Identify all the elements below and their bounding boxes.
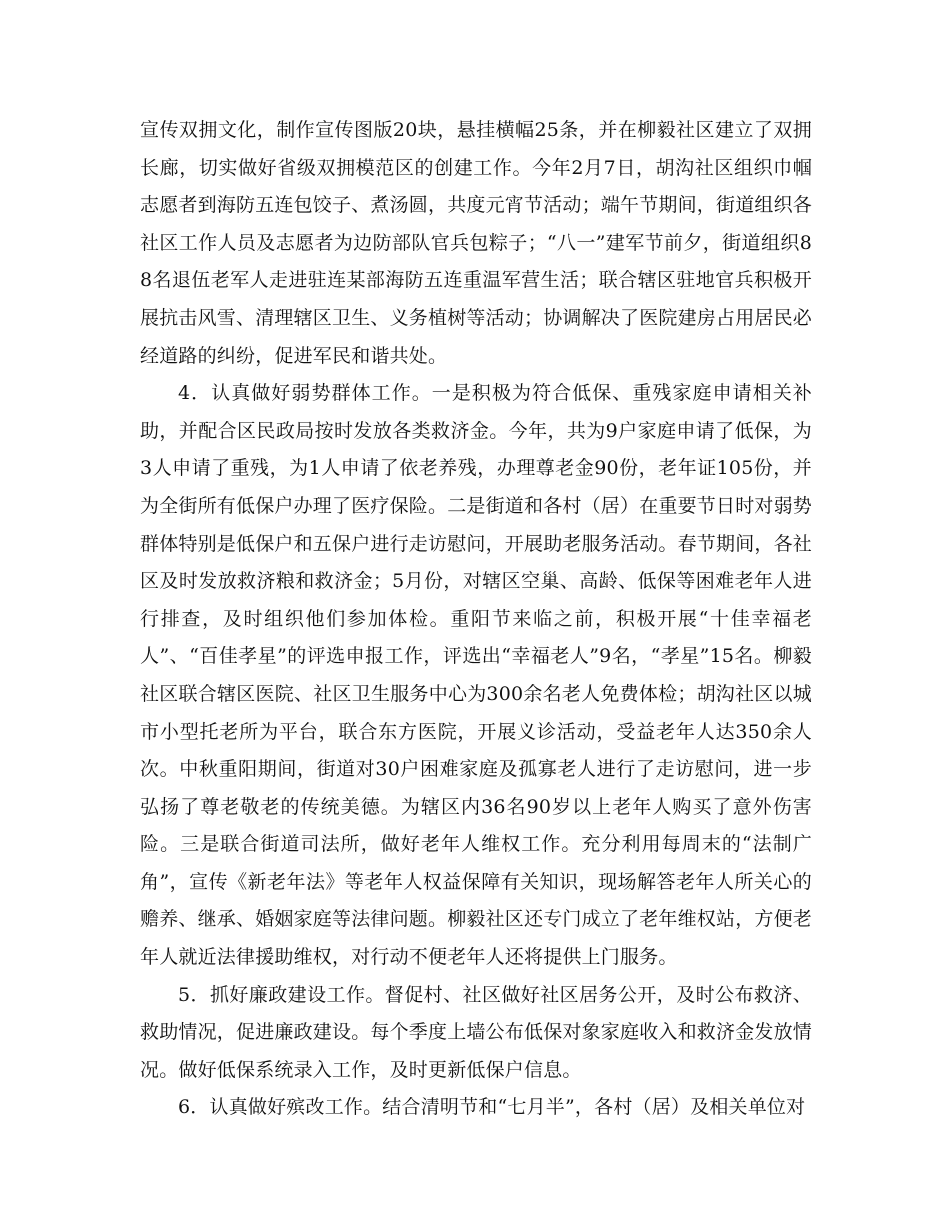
document-body <box>140 112 812 1127</box>
paragraph-integrity-building: 5．抓好廉政建设工作。督促村、社区做好社区居务公开，及时公布救济、救助情况，促进廉政建设。每个季度上墙公布低保对象家庭收入和救济金发放情况。做好低保系统录入工作，及时更新低保户信息。 <box>140 983 813 1081</box>
paragraph-funeral-reform: 6．认真做好殡改工作。结合清明节和“七月半”，各村（居）及相关单位对 <box>178 1096 806 1119</box>
paragraph-vulnerable-groups: 4．认真做好弱势群体工作。一是积极为符合低保、重残家庭申请相关补助，并配合区民政局按时发放各类救济金。今年，共为9户家庭申请了低保，为3人申请了重残，为1人申请了依老养残，办理尊老金90份，老年证105份，并为全街所有低保户办理了医疗保险。二是街道和各村（居）在重要节日时对弱势群体特别是低保户和五保户进行走访慰问，开展助老服务活动。春节期间，各社区及时发放救济粮和救济金；5月份，对辖区空巢、高龄、低保等困难老年人进行排查，及时组织他们参加体检。重阳节来临之前，积极开展“十佳幸福老人”、“百佳孝星”的评选申报工作，评选出“幸福老人”9名，“孝星”15名。柳毅社区联合辖区医院、社区卫生服务中心为300余名老人免费体检；胡沟社区以城市小型托老所为平台，联合东方医院，开展义诊活动，受益老年人达350余人次。中秋重阳期间，街道对30户困难家庭及孤寡老人进行了走访慰问，进一步弘扬了尊老敬老的传统美德。为辖区内36名90岁以上老年人购买了意外伤害险。三是联合街道司法所，做好老年人维权工作。充分利用每周末的“法制广角”，宣传《新老年法》等老年人权益保障有关知识，现场解答老年人所关心的赡养、继承、婚姻家庭等法律问题。柳毅社区还专门成立了老年维权站，方便老年人就近法律援助维权，对行动不便老年人还将提供上门服务。 <box>140 382 813 969</box>
paragraph-military-civilian: 宣传双拥文化，制作宣传图版20块，悬挂横幅25条，并在柳毅社区建立了双拥长廊，切实做好省级双拥模范区的创建工作。今年2月7日，胡沟社区组织巾帼志愿者到海防五连包饺子、煮汤圆，共度元宵节活动；端午节期间，街道组织各社区工作人员及志愿者为边防部队官兵包粽子；“八一”建军节前夕，街道组织88名退伍老军人走进驻连某部海防五连重温军营生活；联合辖区驻地官兵积极开展抗击风雪、清理辖区卫生、义务植树等活动；协调解决了医院建房占用居民必经道路的纠纷，促进军民和谐共处。 <box>140 119 813 367</box>
